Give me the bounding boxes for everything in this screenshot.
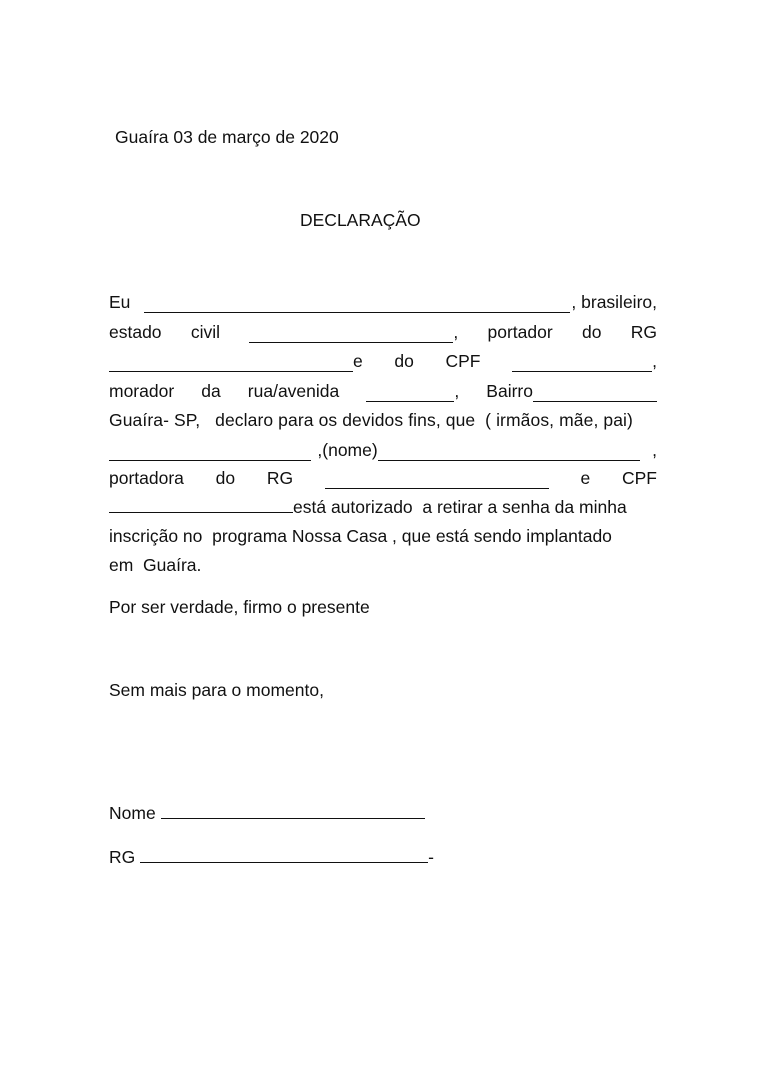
relative-cpf-blank[interactable] (109, 497, 293, 513)
text-cpf: CPF (621, 468, 657, 488)
text-e: e (353, 351, 363, 371)
text-civil: civil (190, 322, 221, 342)
body-line-6 (109, 439, 657, 461)
bairro-field (486, 380, 657, 402)
text-rg: RG (266, 468, 294, 488)
body-line-2 (109, 321, 657, 343)
text-nome: ,(nome) (317, 440, 378, 460)
civil-status-blank[interactable] (249, 327, 453, 343)
text-comma: , (652, 440, 657, 460)
name-blank[interactable] (144, 297, 570, 313)
street-blank[interactable] (366, 386, 454, 402)
closing-momento: Sem mais para o momento, (109, 680, 324, 700)
signature-rg-blank[interactable] (140, 847, 428, 863)
text-do: do (215, 468, 236, 488)
text-morador: morador (109, 381, 175, 401)
text-rg: RG (630, 322, 657, 342)
rg-field (109, 350, 363, 372)
text-e: e (580, 468, 591, 488)
body-line-7 (109, 467, 657, 489)
text-bairro: Bairro (486, 381, 533, 401)
relative-name-field (317, 439, 639, 461)
text-portador: portador (487, 322, 553, 342)
rg-label: RG (109, 847, 136, 867)
relative-blank[interactable] (109, 445, 311, 461)
rg-blank[interactable] (109, 356, 353, 372)
signature-name-blank[interactable] (161, 803, 425, 819)
text-do: do (394, 351, 414, 371)
closing-verdade: Por ser verdade, firmo o presente (109, 597, 370, 617)
document-title: DECLARAÇÃO (300, 210, 421, 230)
body-line-8 (109, 496, 627, 518)
cpf-blank[interactable] (512, 356, 652, 372)
text-portadora: portadora (109, 468, 184, 488)
body-line-9: inscrição no programa Nossa Casa , que está sendo implantado (109, 526, 612, 546)
body-line-10: em Guaíra. (109, 555, 202, 575)
text-eu: Eu (109, 292, 131, 312)
text-da: da (201, 381, 221, 401)
street-field (366, 380, 459, 402)
text-comma: , (652, 351, 657, 371)
text-autorizado: está autorizado a retirar a senha da minha (293, 497, 627, 517)
cpf-field (512, 350, 657, 372)
relative-rg-blank[interactable] (325, 473, 549, 489)
nome-label: Nome (109, 803, 156, 823)
relative-name-blank[interactable] (378, 445, 640, 461)
body-line-1 (109, 291, 657, 313)
bairro-blank[interactable] (533, 386, 657, 402)
civil-status-field (249, 321, 458, 343)
text-brasileiro: , brasileiro, (571, 292, 657, 312)
signature-nome (109, 802, 425, 824)
body-line-4 (109, 380, 657, 402)
text-rua-avenida: rua/avenida (247, 381, 340, 401)
rg-trailing-dash: - (428, 847, 434, 867)
date-line: Guaíra 03 de março de 2020 (115, 127, 339, 147)
text-estado: estado (109, 322, 162, 342)
body-line-5: Guaíra- SP, declaro para os devidos fins, que ( irmãos, mãe, pai) (109, 410, 633, 430)
text-cpf: CPF (445, 351, 481, 371)
text-comma: , (453, 322, 459, 342)
text-comma: , (454, 381, 460, 401)
signature-rg (109, 846, 434, 868)
text-do: do (581, 322, 602, 342)
body-line-3 (109, 350, 657, 372)
